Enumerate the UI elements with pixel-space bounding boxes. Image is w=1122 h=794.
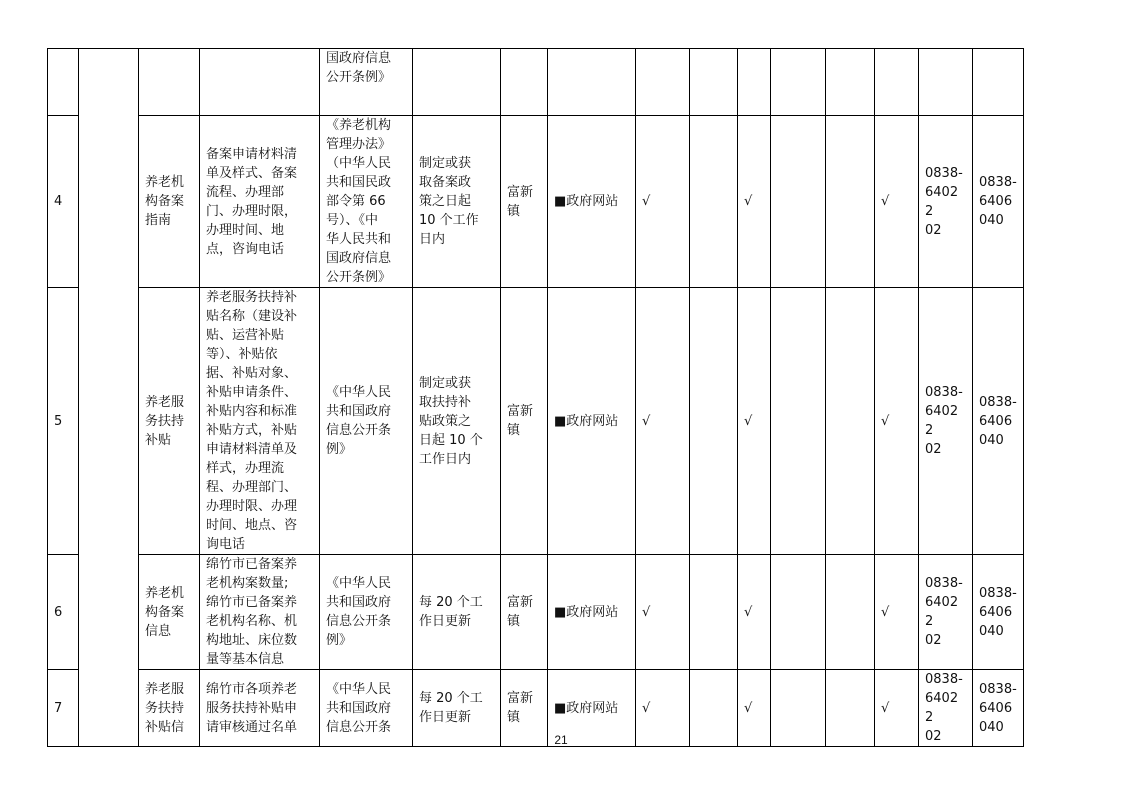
disclosure-subject: 富新 镇 xyxy=(501,116,548,288)
disclosure-period xyxy=(413,49,501,116)
item-name xyxy=(139,49,200,116)
disclosure-period: 制定或获 取扶持补 贴政策之 日起 10 个 工作日内 xyxy=(413,288,501,555)
disclosure-channel xyxy=(548,49,636,116)
check-cell xyxy=(826,49,875,116)
check-cell xyxy=(771,116,826,288)
check-cell xyxy=(875,49,919,116)
check-cell: √ xyxy=(875,288,919,555)
contact-phone xyxy=(919,49,973,116)
legal-basis: 《中华人民 共和国政府 信息公开条 xyxy=(320,670,413,747)
check-cell xyxy=(690,288,738,555)
check-cell xyxy=(826,116,875,288)
check-cell xyxy=(738,49,771,116)
disclosure-subject: 富新 镇 xyxy=(501,670,548,747)
row-number: 5 xyxy=(48,288,79,555)
legal-basis: 国政府信息 公开条例》 xyxy=(320,49,413,116)
disclosure-channel: ■政府网站 xyxy=(548,288,636,555)
check-cell: √ xyxy=(875,116,919,288)
table-row xyxy=(48,116,1024,288)
disclosure-subject: 富新 镇 xyxy=(501,555,548,670)
check-cell xyxy=(771,49,826,116)
check-cell xyxy=(690,116,738,288)
disclosure-subject: 富新 镇 xyxy=(501,288,548,555)
row-number xyxy=(48,49,79,116)
check-cell: √ xyxy=(875,555,919,670)
contact-phone: 0838- 64022 02 xyxy=(919,670,973,747)
item-name: 养老服 务扶持 补贴信 xyxy=(139,670,200,747)
check-cell xyxy=(690,49,738,116)
legal-basis: 《中华人民 共和国政府 信息公开条 例》 xyxy=(320,555,413,670)
check-cell xyxy=(771,288,826,555)
table-row xyxy=(48,288,1024,555)
contact-phone: 0838- 64022 02 xyxy=(919,555,973,670)
contact-phone: 0838- 6406 040 xyxy=(973,116,1024,288)
item-name: 养老服 务扶持 补贴 xyxy=(139,288,200,555)
disclosure-channel: ■政府网站 xyxy=(548,670,636,747)
table-row xyxy=(48,555,1024,670)
disclosure-subject xyxy=(501,49,548,116)
check-cell: √ xyxy=(738,288,771,555)
contact-phone: 0838- 6406 040 xyxy=(973,555,1024,670)
legal-basis: 《中华人民 共和国政府 信息公开条 例》 xyxy=(320,288,413,555)
disclosure-period: 制定或获 取备案政 策之日起 10 个工作 日内 xyxy=(413,116,501,288)
disclosure-table xyxy=(47,48,1024,747)
disclosure-period: 每 20 个工 作日更新 xyxy=(413,555,501,670)
row-number: 7 xyxy=(48,670,79,747)
check-cell xyxy=(771,555,826,670)
page-number: 21 xyxy=(554,733,568,747)
row-number: 4 xyxy=(48,116,79,288)
item-content: 养老服务扶持补 贴名称（建设补 贴、运营补贴 等）、补贴依 据、补贴对象、 补贴申请条件、 补贴内容和标准 补贴方式，补贴 申请材料清单及 样式，办理流 程、办理部门、 办理时限、办理 时间、地点、咨 询电话 xyxy=(200,288,320,555)
check-cell: √ xyxy=(738,116,771,288)
item-content: 绵竹市各项养老 服务扶持补贴申 请审核通过名单 xyxy=(200,670,320,747)
item-content: 绵竹市已备案养 老机构案数量; 绵竹市已备案养 老机构名称、机 构地址、床位数 量等基本信息 xyxy=(200,555,320,670)
check-cell: √ xyxy=(738,555,771,670)
contact-phone: 0838- 64022 02 xyxy=(919,116,973,288)
check-cell: √ xyxy=(636,288,690,555)
check-cell: √ xyxy=(636,116,690,288)
disclosure-channel: ■政府网站 xyxy=(548,555,636,670)
check-cell xyxy=(826,555,875,670)
category-cell-merged xyxy=(79,49,139,747)
item-content xyxy=(200,49,320,116)
table-row xyxy=(48,49,1024,116)
contact-phone: 0838- 6406 040 xyxy=(973,670,1024,747)
row-number: 6 xyxy=(48,555,79,670)
item-name: 养老机 构备案 指南 xyxy=(139,116,200,288)
item-name: 养老机 构备案 信息 xyxy=(139,555,200,670)
check-cell xyxy=(826,288,875,555)
contact-phone: 0838- 64022 02 xyxy=(919,288,973,555)
disclosure-period: 每 20 个工 作日更新 xyxy=(413,670,501,747)
check-cell: √ xyxy=(875,670,919,747)
item-content: 备案申请材料清 单及样式、备案 流程、办理部 门、办理时限， 办理时间、地 点，咨询电话 xyxy=(200,116,320,288)
check-cell: √ xyxy=(636,670,690,747)
check-cell: √ xyxy=(636,555,690,670)
check-cell xyxy=(690,555,738,670)
check-cell xyxy=(636,49,690,116)
check-cell: √ xyxy=(738,670,771,747)
contact-phone xyxy=(973,49,1024,116)
legal-basis: 《养老机构 管理办法》 （中华人民 共和国民政 部令第 66 号）、《中 华人民共和 国政府信息 公开条例》 xyxy=(320,116,413,288)
disclosure-channel: ■政府网站 xyxy=(548,116,636,288)
contact-phone: 0838- 6406 040 xyxy=(973,288,1024,555)
